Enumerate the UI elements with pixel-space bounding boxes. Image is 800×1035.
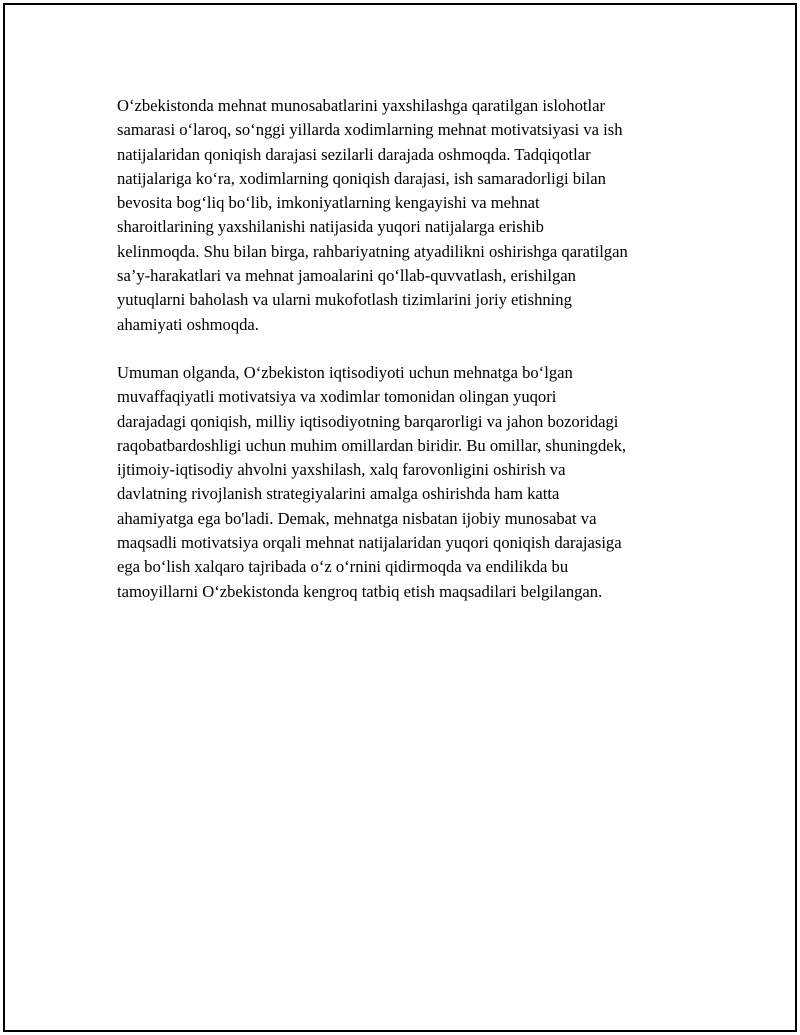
text-line: sa’y-harakatlari va mehnat jamoalarini qo‘llab-quvvatlash, erishilgan — [117, 266, 576, 286]
text-line: ahamiyati oshmoqda. — [117, 314, 259, 334]
text-line: ijtimoiy-iqtisodiy ahvolni yaxshilash, xalq farovonligini oshirish va — [117, 460, 566, 480]
text-line: davlatning rivojlanish strategiyalarini amalga oshirishda ham katta — [117, 484, 560, 504]
text-line: yutuqlarni baholash va ularni mukofotlash tizimlarini joriy etishning — [117, 290, 572, 310]
text-line: samarasi o‘laroq, so‘nggi yillarda xodimlarning mehnat motivatsiyasi va ish — [117, 120, 623, 140]
text-line: tamoyillarni O‘zbekistonda kengroq tatbiq etish maqsadilari belgilangan. — [117, 581, 603, 601]
text-line: O‘zbekistonda mehnat munosabatlarini yaxshilashga qaratilgan islohotlar — [117, 96, 606, 115]
text-line: darajadagi qoniqish, milliy iqtisodiyotning barqarorligi va jahon bozoridagi — [117, 411, 619, 431]
text-line: maqsadli motivatsiya orqali mehnat natijalaridan yuqori qoniqish darajasiga — [117, 533, 622, 553]
text-line: natijalariga ko‘ra, xodimlarning qoniqish darajasi, ish samaradorligi bilan — [117, 168, 606, 188]
text-line: sharoitlarining yaxshilanishi natijasida yuqori natijalarga erishib — [117, 217, 544, 237]
paragraph-1 — [117, 94, 693, 337]
paragraph-2 — [117, 361, 693, 604]
text-line: natijalaridan qoniqish darajasi sezilarli darajada oshmoqda. Tadqiqotlar — [117, 144, 591, 164]
text-line: bevosita bog‘liq bo‘lib, imkoniyatlarning kengayishi va mehnat — [117, 193, 540, 213]
text-line: kelinmoqda. Shu bilan birga, rahbariyatning atyadilikni oshirishga qaratilgan — [117, 241, 628, 261]
text-line: raqobatbardoshligi uchun muhim omillardan biridir. Bu omillar, shuningdek, — [117, 435, 627, 455]
text-line: Umuman olganda, O‘zbekiston iqtisodiyoti uchun mehnatga bo‘lgan — [117, 362, 573, 382]
document-body — [117, 94, 693, 628]
text-line: muvaffaqiyatli motivatsiya va xodimlar tomonidan olingan yuqori — [117, 387, 557, 407]
text-line: ahamiyatga ega bo'ladi. Demak, mehnatga nisbatan ijobiy munosabat va — [117, 508, 597, 528]
text-line: ega bo‘lish xalqaro tajribada o‘z o‘rnini qidirmoqda va endilikda bu — [117, 557, 569, 577]
